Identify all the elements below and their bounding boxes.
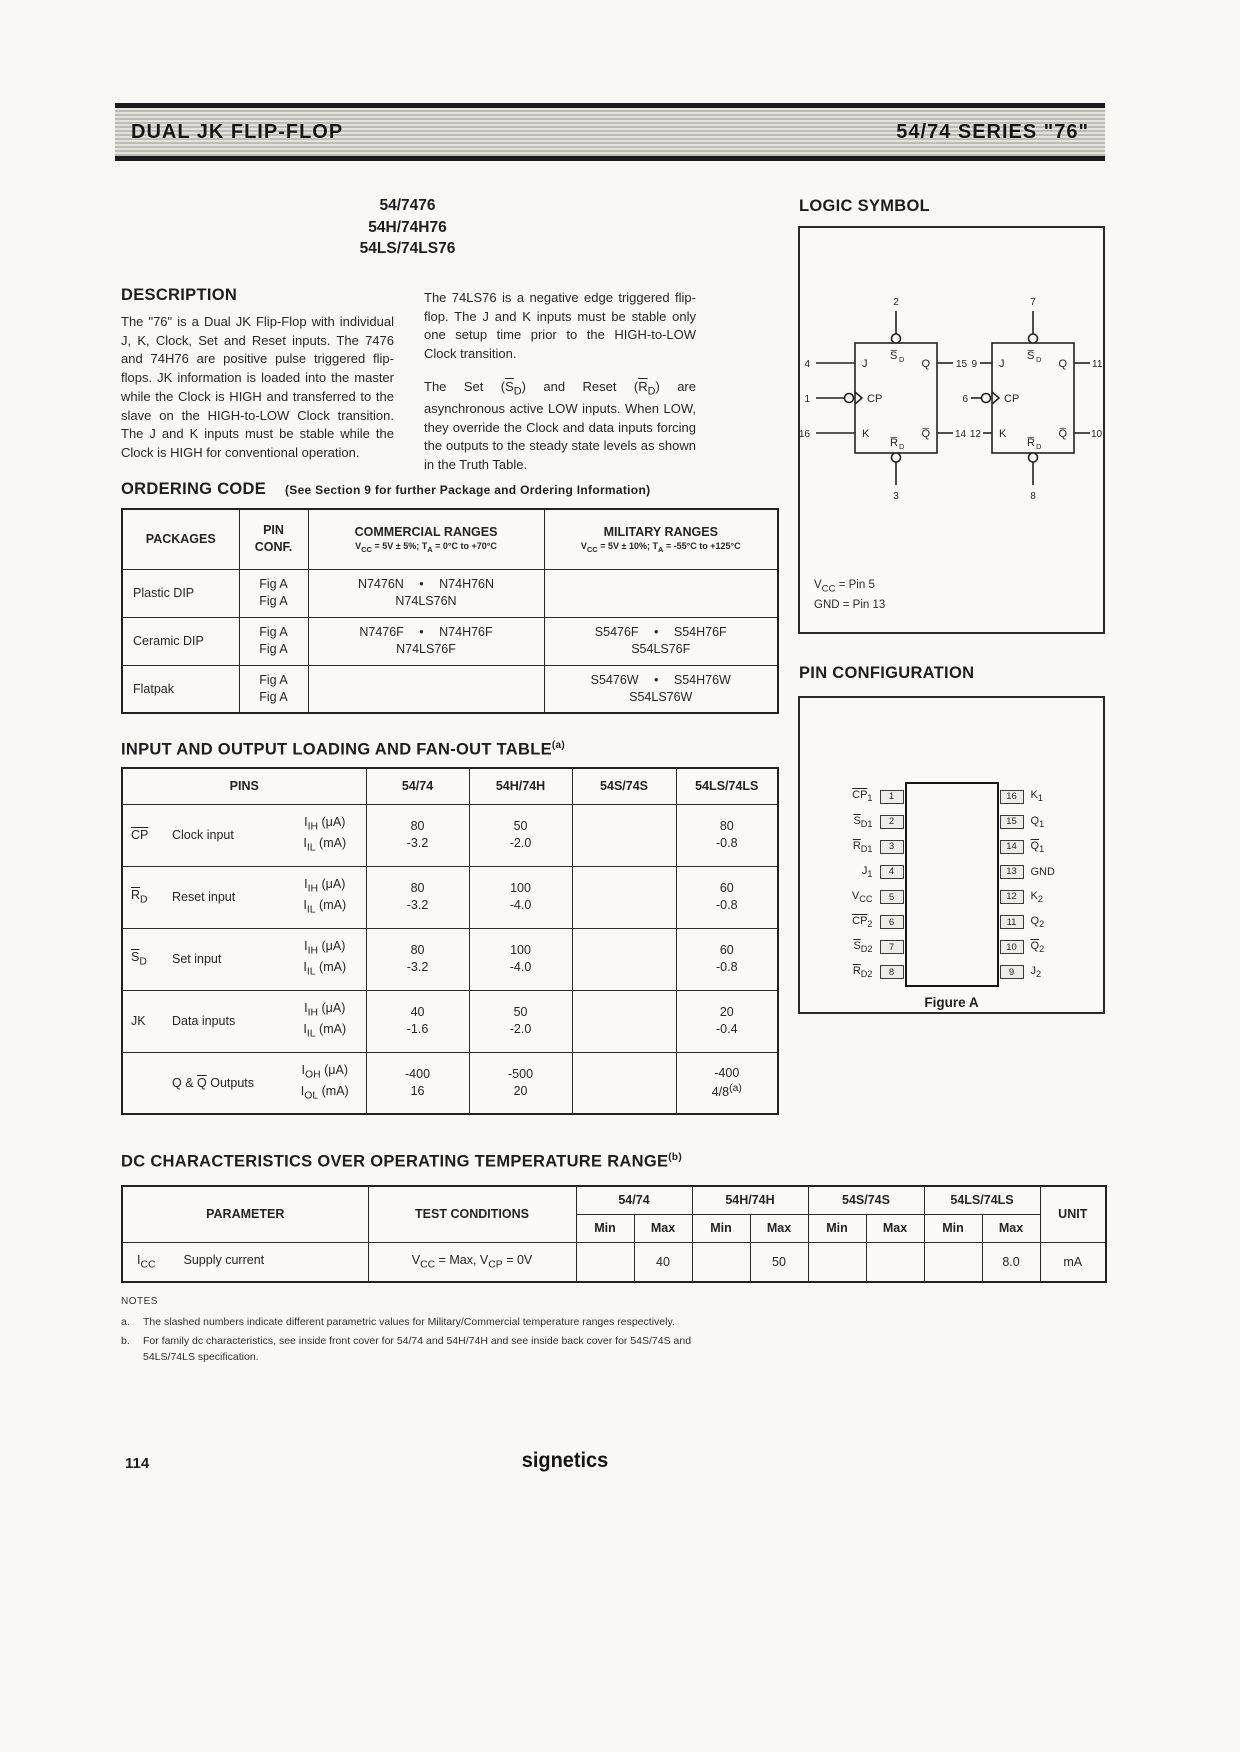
ff2-pin-j: 9 xyxy=(971,359,977,370)
ff1-pin-qbar: 14 xyxy=(955,429,967,440)
value-54h: 50 -2.0 xyxy=(469,804,572,866)
col-test-conditions: TEST CONDITIONS xyxy=(368,1186,576,1242)
logic-symbol-box xyxy=(798,226,1105,634)
dip-left-pins xyxy=(852,784,904,985)
description-heading: DESCRIPTION xyxy=(121,286,238,304)
col-min: Min xyxy=(808,1214,866,1242)
pin-number: 9 xyxy=(1000,965,1024,979)
dip-pin xyxy=(1000,815,1045,829)
pin-label: $Q_2$ xyxy=(1030,914,1045,930)
value-5474: 80 -3.2 xyxy=(366,804,469,866)
ff2-pin-q: 11 xyxy=(1092,359,1103,370)
dip-pin xyxy=(852,890,904,904)
col-5474: 54/74 xyxy=(366,768,469,804)
logic-symbol-diagram xyxy=(800,258,1103,528)
value-54h: -500 20 xyxy=(469,1052,572,1114)
military-conditions: $V_{CC} = 5V \pm 10\%$; $T_A = -55^\circ C$ to +125°C xyxy=(580,540,741,554)
col-military xyxy=(544,509,778,569)
table-row xyxy=(122,665,778,713)
pin-number: 12 xyxy=(1000,890,1024,904)
pin-number: 11 xyxy=(1000,915,1024,929)
pin-number: 10 xyxy=(1000,940,1024,954)
dip-pin xyxy=(853,840,904,854)
col-54ls74ls: 54LS/74LS xyxy=(676,768,778,804)
value-54s xyxy=(572,928,676,990)
parameter-labels: $I_{IH}$ (μA) $I_{IL}$ (mA) xyxy=(284,866,366,928)
ff2-label-cp: CP xyxy=(1004,393,1020,405)
ff1-label-k: K xyxy=(862,428,870,440)
power-pin-notes xyxy=(814,577,885,614)
col-pins: PINS xyxy=(122,768,366,804)
header-title-right: 54/74 SERIES "76" xyxy=(896,120,1089,143)
pin-label: $\overline{S}_{D1}$ xyxy=(853,814,873,829)
commercial-cell: N7476N • N74H76N N74LS76N xyxy=(308,569,544,617)
ff2-pin-k: 12 xyxy=(969,429,981,440)
col-unit: UNIT xyxy=(1040,1186,1106,1242)
military-cell: S5476F • S54H76F S54LS76F xyxy=(544,617,778,665)
ff1-label-qbar: Q̅ xyxy=(921,428,930,440)
note-b xyxy=(121,1334,711,1366)
dip-pin xyxy=(1000,915,1045,929)
pin-label: $J_2$ xyxy=(1030,965,1042,980)
value-5474: 80 -3.2 xyxy=(366,866,469,928)
value-54s xyxy=(572,990,676,1052)
value-cell xyxy=(692,1242,750,1282)
parameter-cell xyxy=(122,1242,368,1282)
note-text: For family dc characteristics, see inside front cover for 54/74 and 54H/74H and see inside back cover for 54S/74S and 54LS/74LS specification. xyxy=(143,1334,692,1363)
military-ranges-label: MILITARY RANGES xyxy=(603,524,718,539)
pin-number: 13 xyxy=(1000,865,1024,879)
col-min: Min xyxy=(576,1214,634,1242)
ff1-label-sd-sub: D xyxy=(899,355,905,364)
value-cell: 40 xyxy=(634,1242,692,1282)
pin-label: $J_1$ xyxy=(861,864,873,880)
page-number: 114 xyxy=(125,1455,150,1472)
col-family-5474: 54/74 xyxy=(576,1186,692,1214)
parameter-labels: $I_{IH}$ (μA) $I_{IL}$ (mA) xyxy=(284,990,366,1052)
fanout-title: INPUT AND OUTPUT LOADING AND FAN-OUT TABLE xyxy=(121,740,552,759)
value-54h: 50 -2.0 xyxy=(469,990,572,1052)
table-row xyxy=(122,990,778,1052)
value-cell xyxy=(866,1242,924,1282)
military-cell xyxy=(544,569,778,617)
notes-heading: NOTES xyxy=(121,1296,158,1307)
dip-pin xyxy=(852,789,903,803)
ff2-pin-rd: 8 xyxy=(1030,491,1036,502)
fanout-header-row xyxy=(122,768,778,804)
dip-right-pins xyxy=(1000,784,1055,985)
unit-cell: mA xyxy=(1040,1242,1106,1282)
ff1-pin-q: 15 xyxy=(956,359,968,370)
value-cell xyxy=(808,1242,866,1282)
ff2-label-qbar: Q̅ xyxy=(1058,428,1067,440)
dc-header-row-1 xyxy=(122,1186,1106,1214)
ff1-label-cp: CP xyxy=(867,393,883,405)
value-54ls: -400 4/8$^{(a)}$ xyxy=(676,1052,778,1114)
value-5474: -400 16 xyxy=(366,1052,469,1114)
dip-pin xyxy=(1000,965,1042,979)
dip-body xyxy=(905,782,999,987)
pin-number: 6 xyxy=(880,915,904,929)
ff1-label-rd: R̅ xyxy=(890,437,898,449)
part-number-title xyxy=(130,195,685,260)
col-max: Max xyxy=(866,1214,924,1242)
pin-label: $Q_1$ xyxy=(1030,814,1045,829)
ff1-pin-cp: 1 xyxy=(804,394,810,405)
test-conditions-cell: $V_{CC}$ = Max, $V_{CP} = 0V$ xyxy=(368,1242,576,1282)
value-cell xyxy=(576,1242,634,1282)
description-paragraph: The 74LS76 is a negative edge triggered flip-flop. The J and K inputs must be stable only one setup time prior to the HIGH-to-LOW Clock transition. xyxy=(424,290,696,362)
note-id: a. xyxy=(121,1316,130,1328)
dip-pin xyxy=(1000,840,1045,854)
commercial-cell xyxy=(308,665,544,713)
flip-flop-2-symbol xyxy=(971,311,1090,485)
package-name: Flatpak xyxy=(122,665,239,713)
ff1-label-sd: S̅ xyxy=(890,350,898,362)
dip-pin xyxy=(1000,890,1043,904)
col-54s74s: 54S/74S xyxy=(572,768,676,804)
value-5474: 40 -1.6 xyxy=(366,990,469,1052)
pin-label: $V_{CC}$ xyxy=(851,889,873,905)
table-row xyxy=(122,1242,1106,1282)
ff2-label-j: J xyxy=(999,358,1005,370)
notes-section xyxy=(121,1294,711,1368)
commercial-conditions: $V_{CC} = 5V \pm 5\%$; $T_A = 0^\circ C$ to +70°C xyxy=(355,540,497,554)
description-column-2 xyxy=(424,289,696,489)
dip-pin xyxy=(853,815,903,829)
flip-flop-1-symbol xyxy=(816,311,953,485)
ff1-pin-sd: 2 xyxy=(893,297,899,308)
package-name: Ceramic DIP xyxy=(122,617,239,665)
ff2-label-k: K xyxy=(999,428,1007,440)
value-54ls: 60 -0.8 xyxy=(676,866,778,928)
col-packages: PACKAGES xyxy=(122,509,239,569)
part-number-line: 54/7476 xyxy=(379,197,436,214)
logic-symbol-heading: LOGIC SYMBOL xyxy=(799,197,931,215)
pin-conf-cell: Fig A Fig A xyxy=(239,665,308,713)
dc-characteristics-heading xyxy=(121,1152,682,1172)
ordering-table xyxy=(121,508,779,714)
description-paragraph: The "76" is a Dual JK Flip-Flop with individual J, K, Clock, Set and Reset inputs. The 7476 and 74H76 are positive pulse triggered flip-flops. JK information is loaded into the master while the Clock is HIGH and transferred to the slave on the HIGH-to-LOW Clock transition. The J and K inputs must be stable while the Clock is HIGH for conventional operation. xyxy=(121,314,394,461)
col-pin-conf xyxy=(239,509,308,569)
pin-description: Data inputs xyxy=(166,990,284,1052)
parameter-labels: $I_{OH}$ (μA) $I_{OL}$ (mA) xyxy=(284,1052,366,1114)
col-pin-line2: CONF. xyxy=(254,540,293,555)
ff1-label-rd-sub: D xyxy=(899,442,905,451)
description-paragraph: The Set $(\overline{S}_D)$ and Reset $(\overline{R}_D)$ are asynchronous active LOW inputs. When LOW, they override the Clock and data inputs forcing the outputs to the steady state levels as shown in the Truth Table. xyxy=(424,378,696,473)
dip-pin xyxy=(1000,865,1055,879)
dc-title: DC CHARACTERISTICS OVER OPERATING TEMPERATURE RANGE xyxy=(121,1152,669,1171)
pin-conf-cell: Fig A Fig A xyxy=(239,617,308,665)
pin-symbol xyxy=(122,1052,166,1114)
col-max: Max xyxy=(634,1214,692,1242)
military-cell: S5476W • S54H76W S54LS76W xyxy=(544,665,778,713)
value-54ls: 60 -0.8 xyxy=(676,928,778,990)
dc-note-ref: (b) xyxy=(668,1152,682,1163)
value-cell: 50 xyxy=(750,1242,808,1282)
dc-characteristics-table xyxy=(121,1185,1107,1283)
pin-number: 15 xyxy=(1000,815,1024,829)
table-row xyxy=(122,617,778,665)
col-family-54h: 54H/74H xyxy=(692,1186,808,1214)
col-family-54ls: 54LS/74LS xyxy=(924,1186,1040,1214)
figure-caption: Figure A xyxy=(924,995,979,1010)
pin-number: 4 xyxy=(880,865,904,879)
dip-package-diagram xyxy=(800,782,1103,987)
col-pin-line1: PIN xyxy=(263,523,284,538)
pin-number: 16 xyxy=(1000,790,1024,804)
table-row xyxy=(122,1052,778,1114)
dip-pin xyxy=(852,915,903,929)
commercial-ranges-label: COMMERCIAL RANGES xyxy=(354,524,498,539)
note-text: The slashed numbers indicate different parametric values for Military/Commercial temperature ranges respectively. xyxy=(143,1316,675,1328)
ff2-label-rd: R̅ xyxy=(1027,437,1035,449)
value-54ls: 80 -0.8 xyxy=(676,804,778,866)
ff1-pin-j: 4 xyxy=(804,359,810,370)
table-row xyxy=(122,866,778,928)
ff1-label-q: Q xyxy=(921,358,930,370)
note-id: b. xyxy=(121,1334,130,1347)
pin-number: 8 xyxy=(880,965,904,979)
pin-symbol: $\overline{S}_D$ xyxy=(122,928,166,990)
pin-description: Set input xyxy=(166,928,284,990)
dip-pin xyxy=(1000,789,1043,803)
table-row xyxy=(122,804,778,866)
commercial-cell: N7476F • N74H76F N74LS76F xyxy=(308,617,544,665)
col-family-54s: 54S/74S xyxy=(808,1186,924,1214)
ff2-label-rd-sub: D xyxy=(1036,442,1042,451)
col-min: Min xyxy=(692,1214,750,1242)
value-54s xyxy=(572,866,676,928)
ff1-pin-k: 16 xyxy=(798,429,810,440)
gnd-pin-note: GND = Pin 13 xyxy=(814,598,886,611)
col-parameter: PARAMETER xyxy=(122,1186,368,1242)
pin-number: 14 xyxy=(1000,840,1024,854)
value-54h: 100 -4.0 xyxy=(469,928,572,990)
value-54s xyxy=(572,1052,676,1114)
value-54s xyxy=(572,804,676,866)
pin-configuration-heading: PIN CONFIGURATION xyxy=(799,664,975,682)
pin-label: $\overline{R}_{D2}$ xyxy=(852,965,873,980)
ff2-label-sd: S̅ xyxy=(1027,350,1035,362)
value-5474: 80 -3.2 xyxy=(366,928,469,990)
pin-label: $\overline{R}_{D1}$ xyxy=(852,839,873,854)
pin-label: $\overline{Q}_1$ xyxy=(1030,839,1045,854)
value-54ls: 20 -0.4 xyxy=(676,990,778,1052)
pin-symbol: JK xyxy=(122,990,166,1052)
ff1-pin-rd: 3 xyxy=(893,491,899,502)
dip-pin xyxy=(1000,940,1045,954)
pin-configuration-box xyxy=(798,696,1105,1014)
vcc-pin-note: $V_{CC}$ = Pin 5 xyxy=(814,579,875,595)
ff2-pin-cp: 6 xyxy=(962,394,968,405)
pin-number: 2 xyxy=(880,815,904,829)
ordering-header-row xyxy=(122,509,778,569)
part-number-line: 54LS/74LS76 xyxy=(359,240,456,258)
dip-pin xyxy=(862,865,904,879)
part-number-line: 54H/74H76 xyxy=(368,218,447,236)
parameter-symbol: $I_{CC}$ xyxy=(137,1253,156,1271)
ff1-label-j: J xyxy=(862,358,868,370)
fanout-heading xyxy=(121,740,565,760)
ff2-pin-sd: 7 xyxy=(1030,297,1036,308)
header-title-left: DUAL JK FLIP-FLOP xyxy=(131,120,344,143)
table-row xyxy=(122,928,778,990)
col-max: Max xyxy=(750,1214,808,1242)
ordering-code-heading xyxy=(121,480,650,499)
pin-number: 1 xyxy=(880,790,904,804)
ff2-label-sd-sub: D xyxy=(1036,355,1042,364)
value-cell xyxy=(924,1242,982,1282)
signetics-logo: signetics xyxy=(521,1449,609,1472)
value-cell: 8.0 xyxy=(982,1242,1040,1282)
fanout-table xyxy=(121,767,779,1115)
pin-number: 3 xyxy=(880,840,904,854)
parameter-labels: $I_{IH}$ (μA) $I_{IL}$ (mA) xyxy=(284,928,366,990)
pin-description: Q & $\overline{Q}$ Outputs xyxy=(166,1052,284,1114)
pin-number: 7 xyxy=(880,940,904,954)
pin-label: $\overline{CP}_2$ xyxy=(852,915,873,930)
col-commercial xyxy=(308,509,544,569)
pin-label: $\overline{CP}_1$ xyxy=(852,789,873,804)
col-54h74h: 54H/74H xyxy=(469,768,572,804)
pin-number: 5 xyxy=(880,890,904,904)
package-name: Plastic DIP xyxy=(122,569,239,617)
pin-label: GND xyxy=(1030,865,1055,878)
col-max: Max xyxy=(982,1214,1040,1242)
value-54h: 100 -4.0 xyxy=(469,866,572,928)
dip-pin xyxy=(853,940,903,954)
col-min: Min xyxy=(924,1214,982,1242)
pin-label: $K_1$ xyxy=(1030,789,1043,804)
pin-description: Reset input xyxy=(166,866,284,928)
pin-label: $\overline{S}_{D2}$ xyxy=(853,940,873,955)
pin-label: $\overline{Q}_2$ xyxy=(1030,940,1045,955)
ordering-code-title: ORDERING CODE xyxy=(121,480,267,498)
ff2-label-q: Q xyxy=(1058,358,1067,370)
dip-pin xyxy=(853,965,904,979)
fanout-note-ref: (a) xyxy=(551,740,566,751)
pin-conf-cell: Fig A Fig A xyxy=(239,569,308,617)
pin-symbol: $\overline{CP}$ xyxy=(122,804,166,866)
parameter-labels: $I_{IH}$ (μA) $I_{IL}$ (mA) xyxy=(284,804,366,866)
table-row xyxy=(122,569,778,617)
parameter-name: Supply current xyxy=(183,1253,265,1267)
pin-label: $K_2$ xyxy=(1030,889,1043,905)
page-header-bar xyxy=(115,103,1105,161)
ff2-pin-qbar: 10 xyxy=(1091,429,1103,440)
ordering-code-subtitle: (See Section 9 for further Package and Ordering Information) xyxy=(284,483,651,497)
pin-description: Clock input xyxy=(166,804,284,866)
pin-symbol: $\overline{R}_D$ xyxy=(122,866,166,928)
description-column-1 xyxy=(121,313,394,477)
note-a xyxy=(121,1315,711,1331)
